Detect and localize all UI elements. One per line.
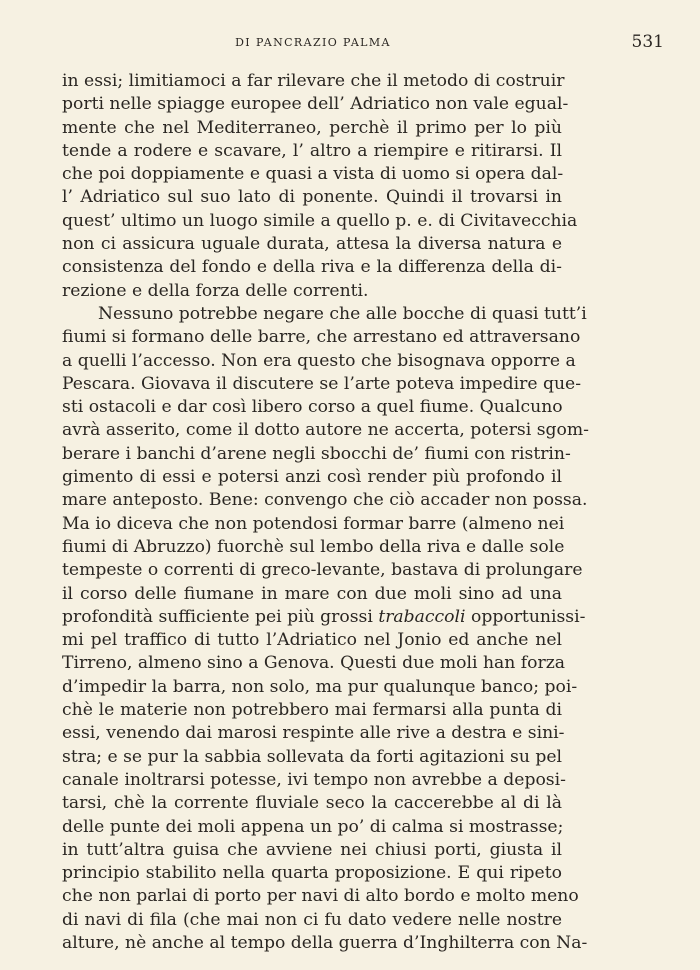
text-line: Tirreno, almeno sino a Genova. Questi due moli han forza: [62, 653, 566, 674]
text-line: berare i banchi d’arene negli sbocchi de’ fiumi con ristrin-: [62, 443, 571, 464]
text-line: che poi doppiamente e quasi a vista di uomo si opera dal-: [62, 164, 564, 185]
text-line: principio stabilito nella quarta proposizione. E qui ripeto: [62, 863, 562, 884]
italic-term: trabaccoli: [378, 606, 466, 627]
text-line: consistenza del fondo e della riva e la differenza della di-: [62, 257, 562, 278]
text-line: mente che nel Mediterraneo, perchè il primo per lo più: [62, 117, 562, 138]
text-segment: profondità sufficiente pei più grossi: [62, 606, 373, 627]
text-line: Nessuno potrebbe negare che alle bocche di quasi tutt’i: [98, 303, 587, 324]
text-line: tende a rodere e scavare, l’ altro a riempire e ritirarsi. Il: [62, 140, 562, 161]
text-line: l’ Adriatico sul suo lato di ponente. Quindi il trovarsi in: [62, 187, 562, 208]
text-line: di navi di fila (che mai non ci fu dato vedere nelle nostre: [62, 909, 562, 930]
body-text: [62, 70, 589, 955]
text-line: essi, venendo dai marosi respinte alle rive a destra e sini-: [62, 723, 565, 744]
text-line: sti ostacoli e dar così libero corso a quel fiume. Qualcuno: [62, 397, 563, 418]
text-line: canale inoltrarsi potesse, ivi tempo non avrebbe a deposi-: [62, 769, 566, 790]
text-line: rezione e della forza delle correnti.: [62, 280, 369, 301]
text-line: fiumi si formano delle barre, che arrestano ed attraversano: [62, 327, 581, 348]
page-number: 531: [631, 32, 664, 52]
text-line: Pescara. Giovava il discutere se l’arte poteva impedire que-: [62, 373, 582, 394]
text-line: gimento di essi e potersi anzi così render più profondo il: [62, 467, 562, 488]
text-line: non ci assicura uguale durata, attesa la diversa natura e: [62, 234, 562, 255]
running-title: DI PANCRAZIO PALMA: [235, 36, 391, 49]
text-line: in tutt’altra guisa che avviene nei chiusi porti, giusta il: [62, 839, 562, 860]
text-line: il corso delle fiumane in mare con due moli sino ad una: [62, 583, 562, 604]
text-line: in essi; limitiamoci a far rilevare che il metodo di costruir: [62, 71, 565, 91]
text-line: chè le materie non potrebbero mai fermarsi alla punta di: [62, 700, 562, 721]
text-line: quest’ ultimo un luogo simile a quello p. e. di Civitavecchia: [62, 210, 578, 231]
text-line: stra; e se pur la sabbia sollevata da forti agitazioni su pel: [62, 746, 563, 767]
page-header: [62, 32, 664, 54]
text-line: d’impedir la barra, non solo, ma pur qualunque banco; poi-: [62, 676, 578, 697]
text-line: tempeste o correnti di greco-levante, bastava di prolungare: [62, 560, 583, 581]
text-line: mi pel traffico di tutto l’Adriatico nel Jonio ed anche nel: [62, 630, 562, 651]
text-line: alture, nè anche al tempo della guerra d’Inghilterra con Na-: [62, 932, 588, 953]
text-line: mare anteposto. Bene: convengo che ciò accader non possa.: [62, 490, 588, 511]
text-line: Ma io diceva che non potendosi formar barre (almeno nei: [62, 513, 565, 534]
text-line: porti nelle spiagge europee dell’ Adriatico non vale egual-: [62, 94, 569, 115]
text-line: delle punte dei moli appena un po’ di calma si mostrasse;: [62, 816, 564, 837]
text-line: avrà asserito, come il dotto autore ne accerta, potersi sgom-: [62, 420, 589, 441]
text-line: che non parlai di porto per navi di alto bordo e molto meno: [62, 886, 579, 907]
text-segment: opportunissi-: [471, 606, 586, 627]
text-line: fiumi di Abruzzo) fuorchè sul lembo della riva e dalle sole: [62, 536, 565, 557]
text-line: a quelli l’accesso. Non era questo che bisognava opporre a: [62, 350, 576, 371]
text-line: [62, 606, 586, 629]
text-line: tarsi, chè la corrente fluviale seco la caccerebbe al di là: [62, 793, 562, 814]
